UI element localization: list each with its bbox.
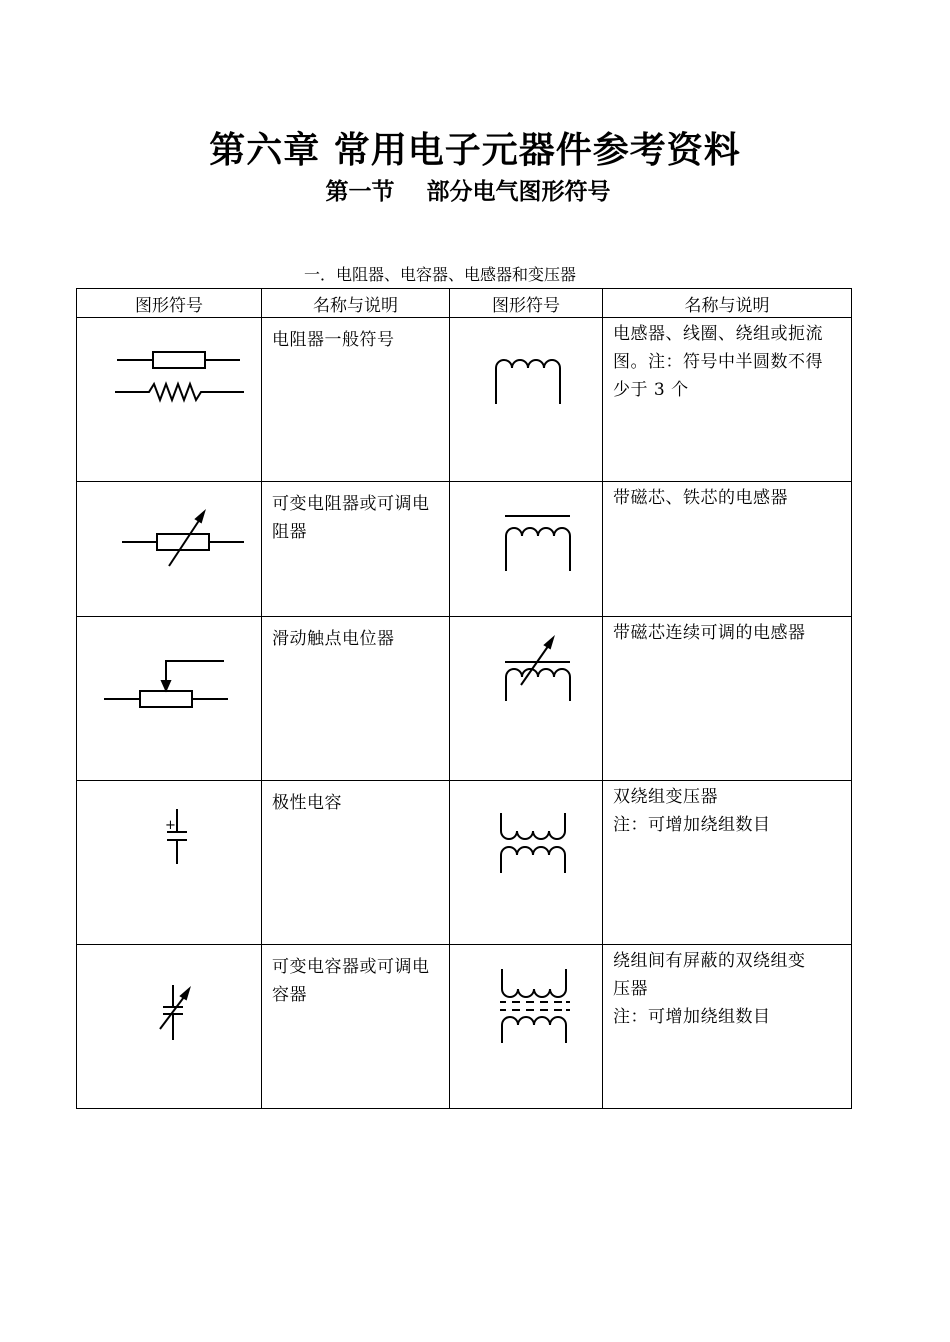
table-cell xyxy=(603,617,852,781)
symbol-table xyxy=(76,288,852,1109)
chapter-title: 第六章 常用电子元器件参考资料 xyxy=(209,130,741,171)
polar-capacitor-icon xyxy=(77,781,262,945)
row-4-left-desc: 极性电容 xyxy=(272,793,342,813)
row-2-right-desc xyxy=(603,482,851,512)
variable-capacitor-icon xyxy=(77,945,262,1109)
row-3-left-desc: 滑动触点电位器 xyxy=(272,629,395,649)
potentiometer-icon xyxy=(77,617,262,781)
desc-line: 带磁芯连续可调的电感器 xyxy=(613,623,806,643)
table-row xyxy=(77,482,852,617)
iron-core-inductor-icon xyxy=(450,482,603,617)
row-4-right-desc xyxy=(603,781,851,839)
header-name: 名称与说明 xyxy=(262,289,450,318)
desc-line: 电感器、线圈、绕组或扼流 xyxy=(613,324,823,344)
header-name-2: 名称与说明 xyxy=(603,289,852,318)
table-cell xyxy=(262,318,450,482)
desc-line: 少于 3 个 xyxy=(613,380,689,400)
row-5-left-desc: 可变电容器或可调电容器 xyxy=(272,957,430,1005)
desc-line: 压器 xyxy=(613,979,648,999)
table-cell xyxy=(603,318,852,482)
resistor-general-icon xyxy=(77,318,262,482)
table-caption: 一．电阻器、电容器、电感器和变压器 xyxy=(304,265,577,284)
row-1-left-desc: 电阻器一般符号 xyxy=(272,330,395,350)
table-cell xyxy=(603,945,852,1109)
two-winding-transformer-icon xyxy=(450,781,603,945)
table-row xyxy=(77,617,852,781)
row-2-left-desc: 可变电阻器或可调电阻器 xyxy=(272,494,430,542)
shielded-transformer-icon xyxy=(450,945,603,1109)
plus-sign: + xyxy=(165,818,176,833)
section-title: 第一节 部分电气图形符号 xyxy=(325,179,611,205)
header-symbol: 图形符号 xyxy=(77,289,262,318)
row-1-right-desc xyxy=(603,318,851,404)
desc-line: 注：可增加绕组数目 xyxy=(613,815,771,835)
inductor-coil-icon xyxy=(450,318,603,482)
adjustable-core-inductor-icon xyxy=(450,617,603,781)
desc-line: 双绕组变压器 xyxy=(613,787,718,807)
header-symbol-2: 图形符号 xyxy=(450,289,603,318)
table-cell xyxy=(262,482,450,617)
table-cell xyxy=(603,781,852,945)
row-3-right-desc xyxy=(603,617,851,647)
table-cell xyxy=(262,617,450,781)
desc-line: 图。注：符号中半圆数不得 xyxy=(613,352,823,372)
desc-line: 绕组间有屏蔽的双绕组变 xyxy=(613,951,806,971)
table-row xyxy=(77,781,852,945)
table-header-row xyxy=(77,289,852,318)
row-5-right-desc xyxy=(603,945,851,1031)
desc-line: 带磁芯、铁芯的电感器 xyxy=(613,488,788,508)
table-row xyxy=(77,945,852,1109)
desc-line: 注：可增加绕组数目 xyxy=(613,1007,771,1027)
table-cell xyxy=(262,945,450,1109)
table-cell xyxy=(262,781,450,945)
table-row xyxy=(77,318,852,482)
table-cell xyxy=(603,482,852,617)
variable-resistor-icon xyxy=(77,482,262,617)
